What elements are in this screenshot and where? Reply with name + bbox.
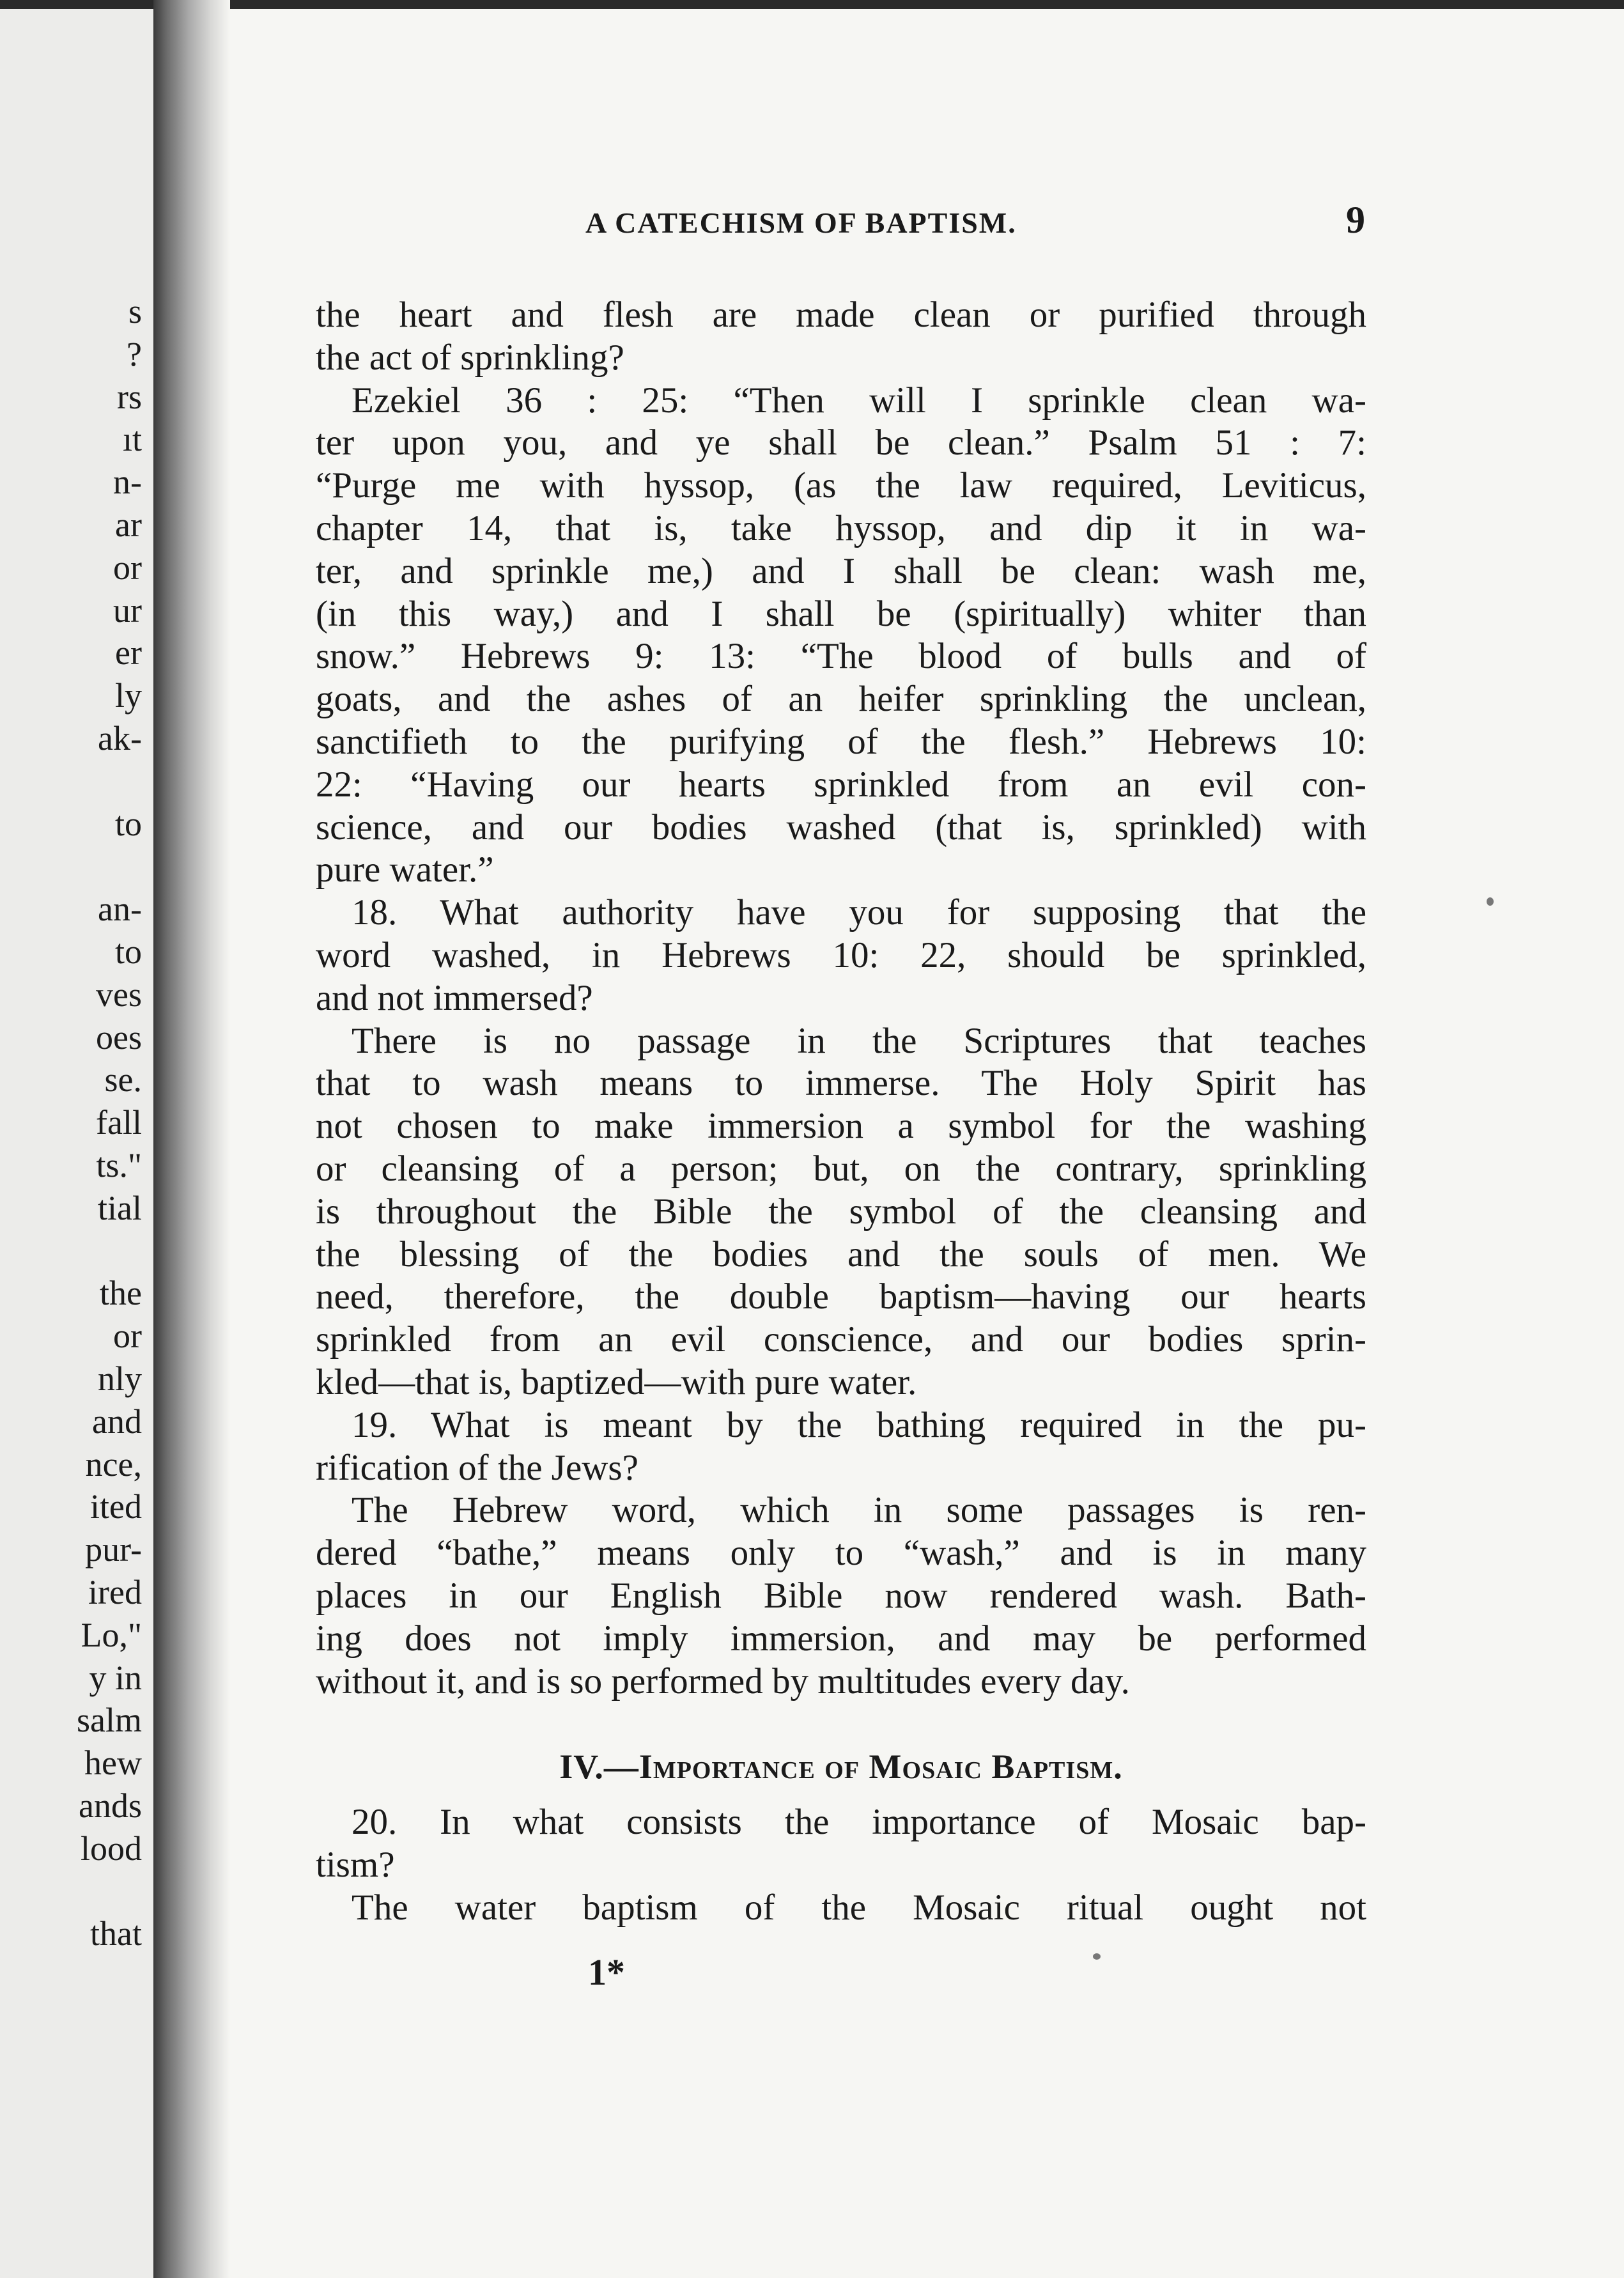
text-line: not chosen to make immersion a symbol for the washing — [316, 1106, 1366, 1147]
text-line: 19. What is meant by the bathing required in the pu- — [352, 1404, 1366, 1445]
body-text — [316, 294, 1366, 1929]
text-line: without it, and is so performed by multitudes every day. — [316, 1661, 1130, 1701]
left-page-fragment-line: se. — [104, 1060, 142, 1099]
left-page-fragment-line: and — [92, 1402, 142, 1441]
body-paragraphs-after-heading — [316, 1801, 1366, 1929]
text-line: or cleansing of a person; but, on the contrary, sprinkling — [316, 1148, 1366, 1189]
left-page-fragment-line: an- — [98, 890, 142, 929]
left-page-text-fragments — [77, 290, 142, 1955]
text-line: sprinkled from an evil conscience, and our bodies sprin- — [316, 1319, 1366, 1360]
text-line: 20. In what consists the importance of Mosaic bap- — [352, 1802, 1366, 1843]
left-page-fragment-line: ur — [113, 591, 142, 630]
text-line: Ezekiel 36 : 25: “Then will I sprinkle clean wa- — [352, 380, 1366, 421]
text-line: the act of sprinkling? — [316, 337, 624, 378]
text-line: “Purge me with hyssop, (as the law required, Leviticus, — [316, 465, 1366, 506]
left-page-fragment-line: nce, — [85, 1445, 142, 1484]
left-page-fragment-line: to — [114, 932, 142, 971]
left-page-fragment-line: ves — [96, 975, 142, 1014]
left-page-fragment-line: the — [100, 1274, 142, 1313]
left-page-fragment-line: that — [90, 1914, 142, 1953]
text-line: rification of the Jews? — [316, 1447, 638, 1488]
text-line: sanctifieth to the purifying of the flesh.” Hebrews 10: — [316, 721, 1366, 762]
text-line: There is no passage in the Scriptures that teaches — [352, 1020, 1366, 1061]
page-number: 9 — [1346, 199, 1365, 241]
text-line: dered “bathe,” means only to “wash,” and is in many — [316, 1533, 1366, 1574]
book-gutter — [153, 0, 230, 2278]
left-page-fragment-line: n- — [113, 463, 142, 502]
text-line: ing does not imply immersion, and may be performed — [316, 1618, 1366, 1659]
left-page-fragment-line: ar — [115, 505, 142, 544]
left-page-fragment-line — [77, 845, 142, 888]
signature-mark: 1* — [588, 1951, 625, 1993]
left-page-fragment-line: tial — [98, 1188, 142, 1227]
left-page-fragment-line: nly — [97, 1359, 142, 1398]
left-page-fragment-line: ired — [88, 1572, 142, 1611]
text-line: (in this way,) and I shall be (spiritually) whiter than — [316, 593, 1366, 634]
left-page-fragment-line — [77, 760, 142, 803]
text-line: the blessing of the bodies and the souls of men. We — [316, 1234, 1366, 1275]
left-page-fragment-line: rs — [117, 377, 142, 416]
text-line: chapter 14, that is, take hyssop, and dip it in wa- — [316, 508, 1366, 548]
left-page-fragment-line — [77, 1870, 142, 1912]
left-page-fragment-line: ands — [79, 1786, 142, 1825]
left-page-fragment-line: ? — [127, 334, 142, 373]
left-page-fragment-line: oes — [96, 1018, 142, 1057]
text-line: kled—that is, baptized—with pure water. — [316, 1361, 917, 1402]
left-page-fragment-line: ak- — [98, 718, 142, 757]
text-line: that to wash means to immerse. The Holy Spirit has — [316, 1063, 1366, 1104]
text-line: 22: “Having our hearts sprinkled from an evil con- — [316, 764, 1366, 805]
running-head: A CATECHISM OF BAPTISM. — [585, 206, 1017, 239]
text-line: The water baptism of the Mosaic ritual ought not — [352, 1887, 1366, 1928]
left-page-fragment-line: pur- — [85, 1530, 142, 1569]
ink-speck — [1093, 1953, 1101, 1960]
text-line: ter, and sprinkle me,) and I shall be clean: wash me, — [316, 550, 1366, 591]
left-page-fragment-line: Lo," — [81, 1615, 142, 1654]
text-line: pure water.” — [316, 849, 494, 890]
text-line: is throughout the Bible the symbol of the cleansing and — [316, 1191, 1366, 1232]
left-page-fragment-line: or — [113, 1317, 142, 1356]
left-page-fragment-line: lood — [80, 1829, 142, 1868]
ink-speck — [1487, 897, 1494, 906]
text-line: The Hebrew word, which in some passages is ren- — [352, 1490, 1366, 1531]
left-page-fragment-line: ıt — [122, 420, 142, 459]
text-line: 18. What authority have you for supposing that the — [352, 892, 1366, 933]
text-line: the heart and flesh are made clean or purified through — [316, 295, 1366, 335]
left-page-fragment-line: salm — [77, 1701, 142, 1740]
left-page-fragment-line: ly — [114, 676, 142, 715]
left-page-fragment-line: or — [113, 548, 142, 587]
left-page-fragment-line: er — [115, 633, 142, 672]
text-line: places in our English Bible now rendered wash. Bath- — [316, 1575, 1366, 1616]
left-page-fragment-line: fall — [96, 1103, 142, 1142]
text-line: science, and our bodies washed (that is, sprinkled) with — [316, 807, 1366, 848]
left-page-fragment-line — [77, 1230, 142, 1273]
section-heading: IV.—Importance of Mosaic Baptism. — [559, 1747, 1123, 1786]
left-page-fragment-line: hew — [84, 1744, 142, 1783]
text-line: need, therefore, the double baptism—having our hearts — [316, 1276, 1366, 1317]
text-line: tism? — [316, 1844, 395, 1885]
body-paragraphs — [316, 294, 1366, 1703]
left-page-fragment — [0, 9, 153, 2278]
text-line: word washed, in Hebrews 10: 22, should be sprinkled, — [316, 934, 1366, 975]
left-page-fragment-line: ited — [90, 1487, 142, 1526]
text-line: and not immersed? — [316, 977, 593, 1018]
left-page-fragment-line: y in — [89, 1658, 142, 1697]
text-line: ter upon you, and ye shall be clean.” Psalm 51 : 7: — [316, 422, 1366, 463]
text-line: snow.” Hebrews 9: 13: “The blood of bulls and of — [316, 636, 1366, 677]
left-page-fragment-line: to — [114, 804, 142, 843]
left-page-fragment-line: ts." — [96, 1145, 142, 1184]
left-page-fragment-line: s — [128, 292, 142, 330]
text-line: goats, and the ashes of an heifer sprinkling the unclean, — [316, 679, 1366, 720]
